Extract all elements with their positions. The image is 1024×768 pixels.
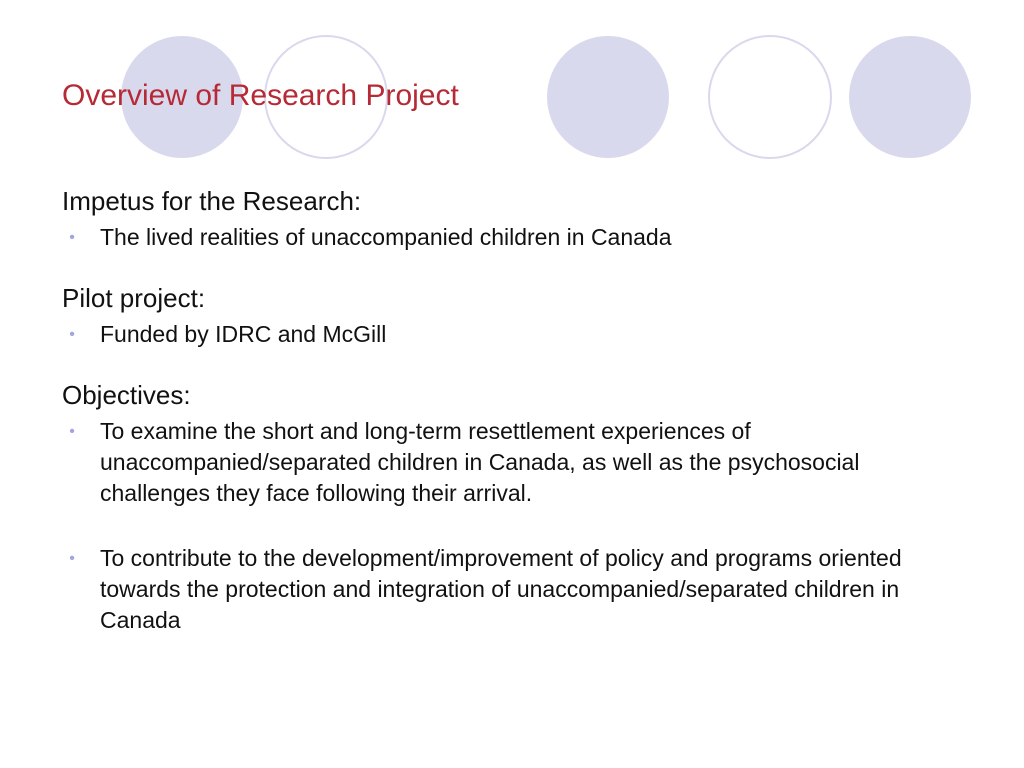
bullet-icon: • [69, 423, 75, 440]
bullet-icon: • [69, 550, 75, 567]
bullet-text: To examine the short and long-term resettlement experiences of unaccompanied/separated children in Canada, as well as the psychosocial challenges they face following their arrival. [100, 418, 860, 506]
bullet-item [62, 416, 962, 509]
bullet-text: To contribute to the development/improvement of policy and programs oriented towards the protection and integration of unaccompanied/separated children in Canada [100, 545, 902, 633]
bullet-icon: • [69, 229, 75, 246]
section-heading: Pilot project: [62, 283, 206, 313]
filled-circle [547, 36, 669, 158]
section-pilot-project [62, 277, 962, 350]
section-objectives [62, 374, 962, 636]
slide-content [62, 180, 962, 636]
outline-circle [709, 36, 831, 158]
section-heading: Objectives: [62, 380, 191, 410]
bullet-text: Funded by IDRC and McGill [100, 321, 387, 347]
bullet-item [62, 543, 962, 636]
bullet-item [62, 319, 962, 350]
bullet-text: The lived realities of unaccompanied children in Canada [100, 224, 672, 250]
section-impetus [62, 180, 962, 253]
bullet-item [62, 222, 962, 253]
slide-title: Overview of Research Project [62, 79, 459, 112]
bullet-list [62, 416, 962, 636]
section-heading: Impetus for the Research: [62, 186, 362, 216]
bullet-list [62, 319, 962, 350]
bullet-list [62, 222, 962, 253]
filled-circle [849, 36, 971, 158]
bullet-icon: • [69, 326, 75, 343]
